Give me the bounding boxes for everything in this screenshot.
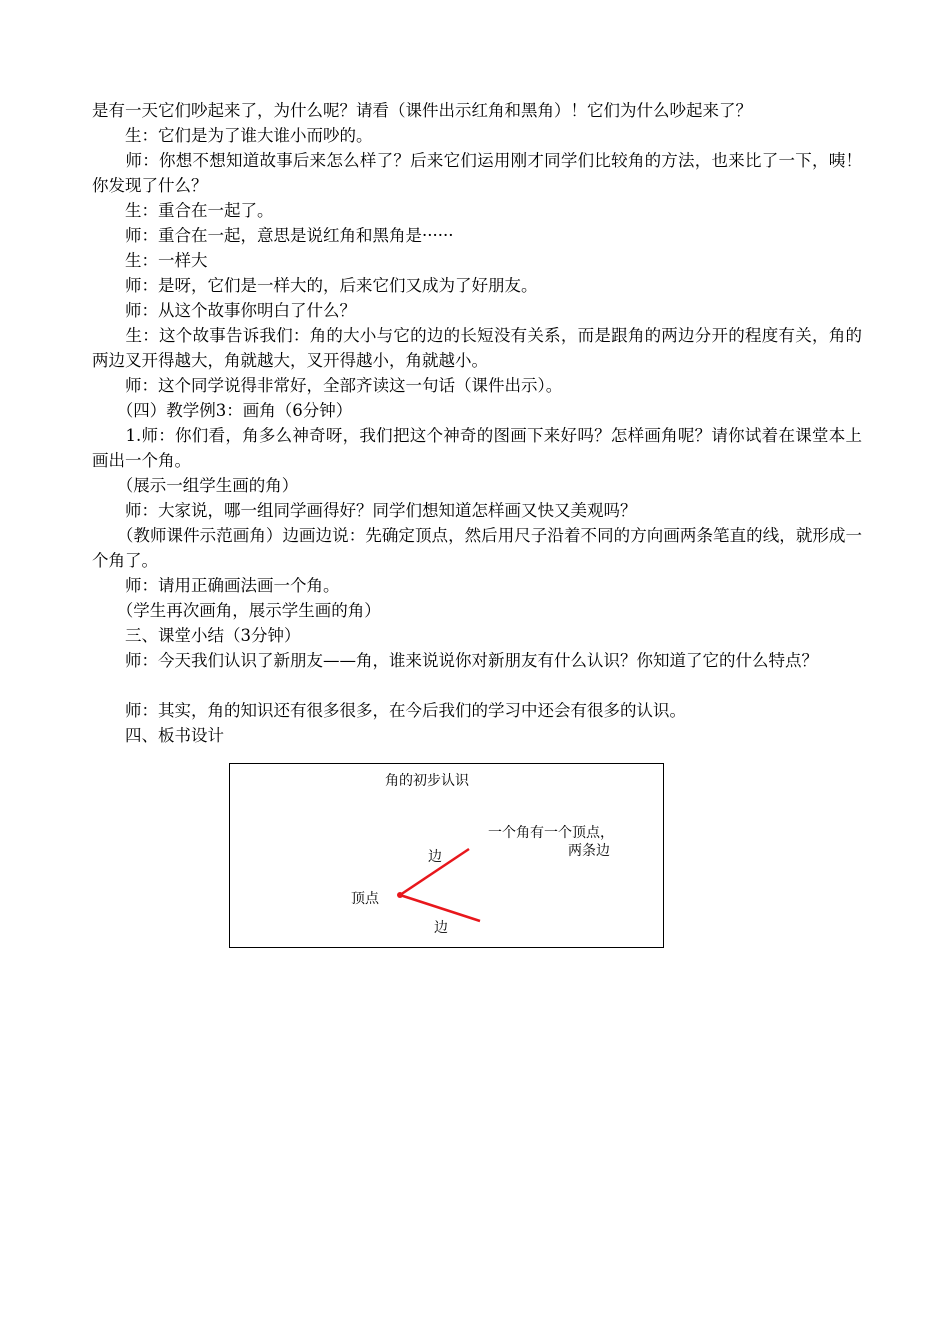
paragraph-6: 生：一样大 bbox=[92, 251, 208, 270]
paragraph-4: 生：重合在一起了。 bbox=[92, 201, 274, 220]
board-title: 角的初步认识 bbox=[385, 773, 469, 789]
board-note-line2: 两条边 bbox=[568, 843, 610, 859]
section-heading-board: 四、板书设计 bbox=[92, 726, 224, 745]
blackboard-design-box bbox=[229, 763, 664, 948]
vertex-label: 顶点 bbox=[351, 891, 379, 907]
paragraph-1: 是有一天它们吵起来了，为什么呢？请看（课件出示红角和黑角）！它们为什么吵起来了？ bbox=[92, 101, 752, 120]
paragraph-17: 师：今天我们认识了新朋友——角，谁来说说你对新朋友有什么认识？你知道了它的什么特点？ bbox=[92, 651, 818, 670]
paragraph-12: （展示一组学生画的角） bbox=[92, 476, 299, 495]
paragraph-3: 师：你想不想知道故事后来怎么样了？后来它们运用刚才同学们比较角的方法，也来比了一下，咦！你发现了什么？ bbox=[92, 151, 862, 195]
edge-top-label: 边 bbox=[428, 849, 442, 865]
paragraph-10: 师：这个同学说得非常好，全部齐读这一句话（课件出示）。 bbox=[92, 376, 563, 395]
paragraph-11: 1.师：你们看，角多么神奇呀，我们把这个神奇的图画下来好吗？怎样画角呢？请你试着在课堂本上画出一个角。 bbox=[92, 426, 862, 470]
paragraph-7: 师：是呀，它们是一样大的，后来它们又成为了好朋友。 bbox=[92, 276, 538, 295]
board-note-line1: 一个角有一个顶点， bbox=[488, 825, 614, 841]
edge-bottom-label: 边 bbox=[434, 920, 448, 936]
paragraph-8: 师：从这个故事你明白了什么？ bbox=[92, 301, 356, 320]
paragraph-16: （学生再次画角，展示学生画的角） bbox=[92, 601, 381, 620]
paragraph-5: 师：重合在一起，意思是说红角和黑角是······ bbox=[92, 226, 454, 245]
paragraph-2: 生：它们是为了谁大谁小而吵的。 bbox=[92, 126, 373, 145]
section-heading-4: （四）教学例3：画角（6分钟） bbox=[92, 401, 353, 420]
paragraph-15: 师：请用正确画法画一个角。 bbox=[92, 576, 340, 595]
angle-vertex-dot bbox=[397, 892, 403, 898]
paragraph-9: 生：这个故事告诉我们：角的大小与它的边的长短没有关系，而是跟角的两边分开的程度有关，角的两边叉开得越大，角就越大，叉开得越小，角就越小。 bbox=[92, 326, 862, 370]
paragraph-13: 师：大家说，哪一组同学画得好？同学们想知道怎样画又快又美观吗？ bbox=[92, 501, 637, 520]
paragraph-18: 师：其实，角的知识还有很多很多，在今后我们的学习中还会有很多的认识。 bbox=[92, 701, 686, 720]
paragraph-14: （教师课件示范画角）边画边说：先确定顶点，然后用尺子沿着不同的方向画两条笔直的线，就形成一个角了。 bbox=[92, 526, 862, 570]
section-heading-summary: 三、课堂小结（3分钟） bbox=[92, 626, 301, 645]
